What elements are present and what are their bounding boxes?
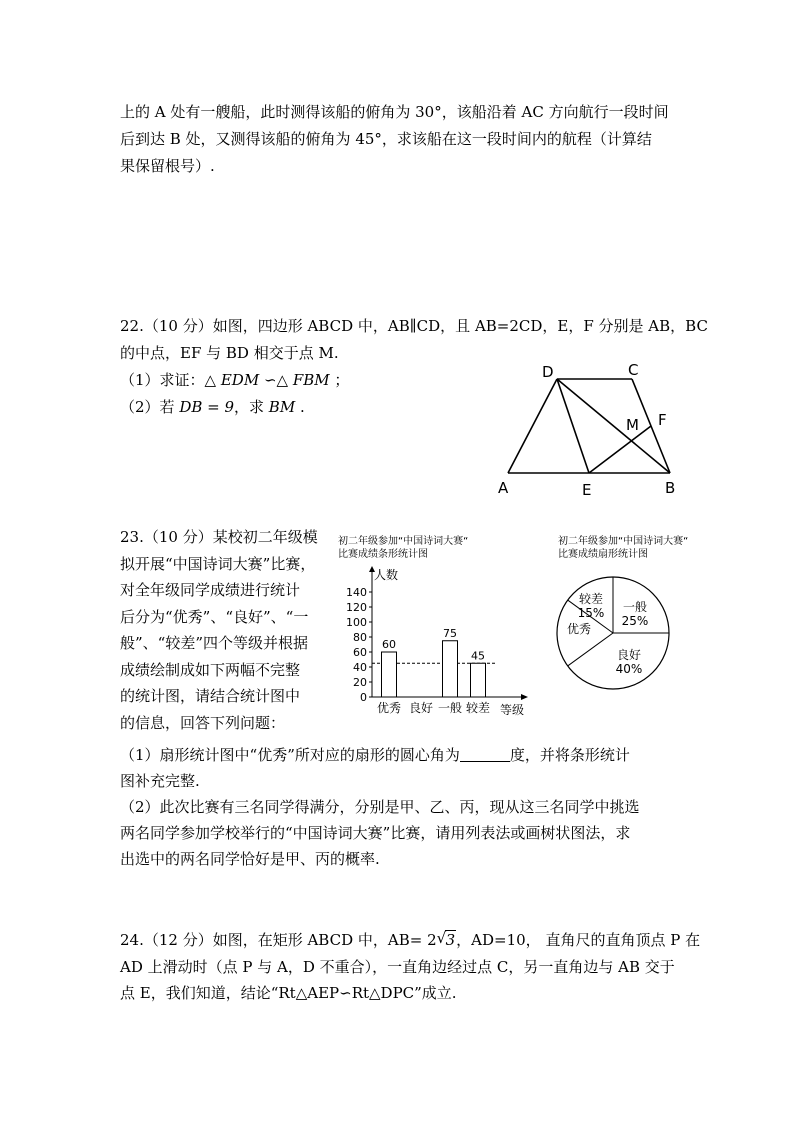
- bar-value-label: 60: [382, 638, 396, 651]
- q24-line-1-a: 24.（12 分）如图，在矩形 ABCD 中，AB= 2: [120, 931, 437, 949]
- sqrt-expression: [437, 927, 457, 953]
- diag-db: [557, 379, 670, 473]
- q22-sub-1-prefix: （1）求证：: [120, 371, 205, 389]
- q22-sub-1-suffix: ；: [329, 371, 350, 389]
- q24-line-2: AD 上滑动时（点 P 与 A，D 不重合），一直角边经过点 C，另一直角边与 AB 交于: [120, 958, 675, 976]
- q22-sub-1: [120, 367, 349, 393]
- bar-一般: [443, 641, 458, 697]
- bar-y-tick-label: 120: [346, 601, 367, 614]
- q23-sub-1-text-a: （1）扇形统计图中“优秀”所对应的扇形的圆心角为: [120, 746, 460, 764]
- bar-category-label: 良好: [408, 701, 434, 715]
- bar-chart-xlabel: 等级: [500, 703, 525, 717]
- q22-sub-2-mid: ，求: [234, 398, 269, 416]
- label-F: F: [658, 411, 667, 429]
- q23-sub-2-line-3: 出选中的两名同学恰好是甲、丙的概率.: [120, 850, 380, 868]
- bar-优秀: [382, 652, 397, 697]
- q22-sub-2-suffix: .: [295, 398, 305, 416]
- label-D: D: [542, 363, 554, 381]
- pie-slice-value: 15%: [577, 606, 605, 620]
- bar-较差: [471, 663, 486, 697]
- bar-chart-subtitle: 比赛成绩条形统计图: [338, 549, 428, 560]
- sqrt-radicand: 3: [445, 931, 456, 949]
- bar-y-tick-label: 20: [353, 676, 367, 689]
- bar-y-tick-label: 140: [346, 586, 367, 599]
- bar-y-tick-label: 80: [353, 631, 367, 644]
- pie-chart-subtitle: 比赛成绩扇形统计图: [558, 549, 648, 560]
- q22-sub-2-prefix: （2）若: [120, 398, 180, 416]
- q23-line-3: 对全年级同学成绩进行统计: [120, 581, 301, 599]
- q23-sub-2-line-2: 两名同学参加学校举行的“中国诗词大赛”比赛，请用列表法或画树状图法，求: [120, 824, 631, 842]
- q23-sub-1-text-b: 度，并将条形统计: [509, 746, 630, 764]
- q23-line-7: 的统计图，请结合统计图中: [120, 687, 301, 705]
- q23-line-8: 的信息，回答下列问题：: [120, 714, 286, 732]
- q22-sub-2-math-2: BM: [268, 398, 296, 416]
- q23-line-1: 23.（10 分）某校初二年级模: [120, 528, 318, 546]
- sqrt-sign-icon: √: [436, 929, 447, 947]
- bar-x-arrow-icon: [521, 694, 528, 700]
- pie-slice-label: 较差: [578, 592, 604, 606]
- pie-slice-value: 25%: [621, 614, 649, 628]
- intro-line-2: 后到达 B 处，又测得该船的俯角为 45°，求该船在这一段时间内的航程（计算结: [120, 130, 652, 148]
- q22-sub-1-math: △ EDM ∽△ FBM: [204, 371, 330, 389]
- bar-category-label: 较差: [465, 701, 491, 715]
- q22-sub-2: [120, 394, 305, 420]
- label-M: M: [626, 416, 639, 434]
- q23-line-4: 后分为“优秀”、“良好”、“一: [120, 608, 309, 626]
- bar-category-label: 一般: [437, 701, 463, 715]
- q24-line-3: 点 E，我们知道，结论“Rt△AEP∽Rt△DPC”成立.: [120, 984, 457, 1002]
- bar-chart-ylabel: 人数: [374, 568, 399, 582]
- pie-slice-label: 优秀: [566, 622, 592, 636]
- q23-line-2: 拟开展“中国诗词大赛”比赛，: [120, 555, 316, 573]
- pie-slice-value: 40%: [615, 662, 643, 676]
- q22-line-1: 22.（10 分）如图，四边形 ABCD 中，AB∥CD，且 AB=2CD，E，F 分别是 AB，BC: [120, 317, 708, 335]
- bar-category-label: 优秀: [376, 701, 402, 715]
- label-B: B: [665, 479, 676, 497]
- bar-value-label: 45: [471, 649, 485, 663]
- label-C: C: [628, 361, 639, 379]
- label-E: E: [582, 481, 592, 499]
- bar-value-label: 75: [443, 626, 457, 640]
- bar-y-tick-label: 60: [353, 646, 367, 659]
- q23-sub-1-line-2: 图补充完整.: [120, 772, 200, 790]
- bar-y-tick-label: 100: [346, 616, 367, 629]
- q24-line-1-b: ，AD=10， 直角尺的直角顶点 P 在: [456, 931, 701, 949]
- side-ad: [508, 379, 557, 473]
- q23-line-5: 般”、“较差”四个等级并根据: [120, 634, 309, 652]
- q22-sub-2-math-1: DB = 9: [179, 398, 235, 416]
- bar-y-tick-label: 0: [360, 691, 367, 704]
- q22-line-2: 的中点，EF 与 BD 相交于点 M.: [120, 344, 339, 362]
- q23-answer-blank: [460, 745, 510, 762]
- intro-line-3: 果保留根号）.: [120, 157, 215, 175]
- intro-line-1: 上的 A 处有一艘船，此时测得该船的俯角为 30°，该船沿着 AC 方向航行一段时间: [120, 103, 669, 121]
- pie-slice-label: 一般: [622, 600, 648, 614]
- label-A: A: [498, 479, 509, 497]
- pie-slice-label: 良好: [616, 648, 642, 662]
- pie-chart: [552, 530, 732, 700]
- bar-y-tick-label: 40: [353, 661, 367, 674]
- q22-figure: [490, 355, 690, 500]
- q23-line-6: 成绩绘制成如下两幅不完整: [120, 661, 301, 679]
- q23-sub-1-line-1: [120, 742, 630, 768]
- q23-sub-2-line-1: （2）此次比赛有三名同学得满分，分别是甲、乙、丙，现从这三名同学中挑选: [120, 798, 640, 816]
- q24-line-1: [120, 927, 700, 953]
- bar-chart-title: 初二年级参加“中国诗词大赛“: [338, 536, 469, 547]
- bar-chart: [330, 530, 535, 720]
- pie-chart-title: 初二年级参加“中国诗词大赛“: [558, 536, 689, 547]
